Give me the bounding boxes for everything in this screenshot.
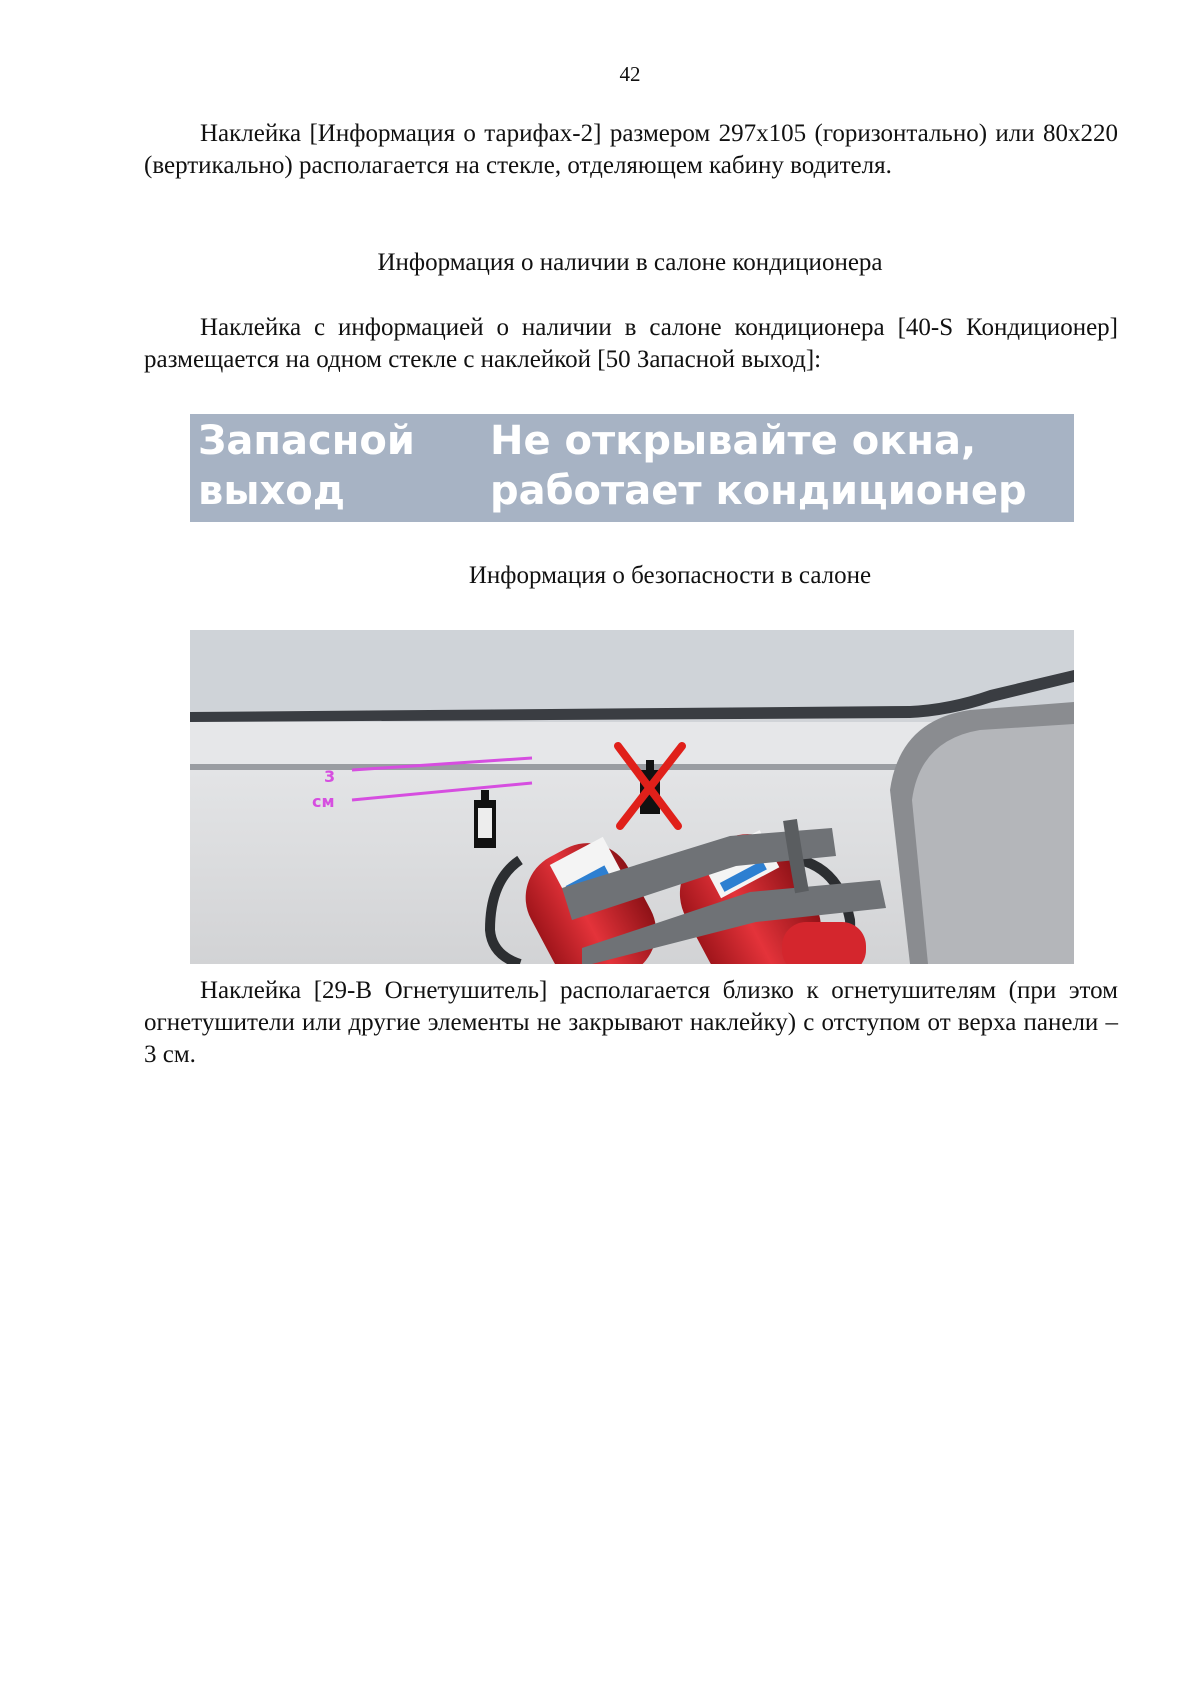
heading-conditioner-info: Информация о наличии в салоне кондиционера: [377, 249, 883, 276]
measurement-unit: см: [312, 792, 335, 811]
measurement-number: 3: [324, 767, 336, 786]
sign-right-line1: Не открывайте окна,: [490, 418, 977, 464]
heading-safety-info: Информация о безопасности в салоне: [468, 562, 872, 589]
extinguisher-photo: [190, 630, 1074, 964]
sign-left-line2: выход: [198, 468, 346, 514]
page-number: 42: [619, 62, 641, 86]
paragraph-conditioner: Наклейка с информацией о наличии в салоне кондиционера [40-S Кондиционер] размещается на одном стекле с наклейкой [50 Запасной выход]:: [144, 314, 1118, 373]
sign-right-line2: работает кондиционер: [490, 468, 1027, 514]
sign-left-line1: Запасной: [198, 418, 415, 464]
paragraph-extinguisher: Наклейка [29-В Огнетушитель] располагается близко к огнетушителям (при этом огнетушители или другие элементы не закрывают наклейку) с отступом от верха панели – 3 см.: [144, 977, 1118, 1068]
sign-emergency-exit: [198, 416, 458, 516]
paragraph-tariffs: Наклейка [Информация о тарифах-2] размером 297х105 (горизонтально) или 80х220 (вертикально) располагается на стекле, отделяющем кабину водителя.: [144, 120, 1118, 179]
sign-conditioner-warning: [490, 416, 1070, 516]
conditioner-sign-image: [190, 414, 1074, 522]
